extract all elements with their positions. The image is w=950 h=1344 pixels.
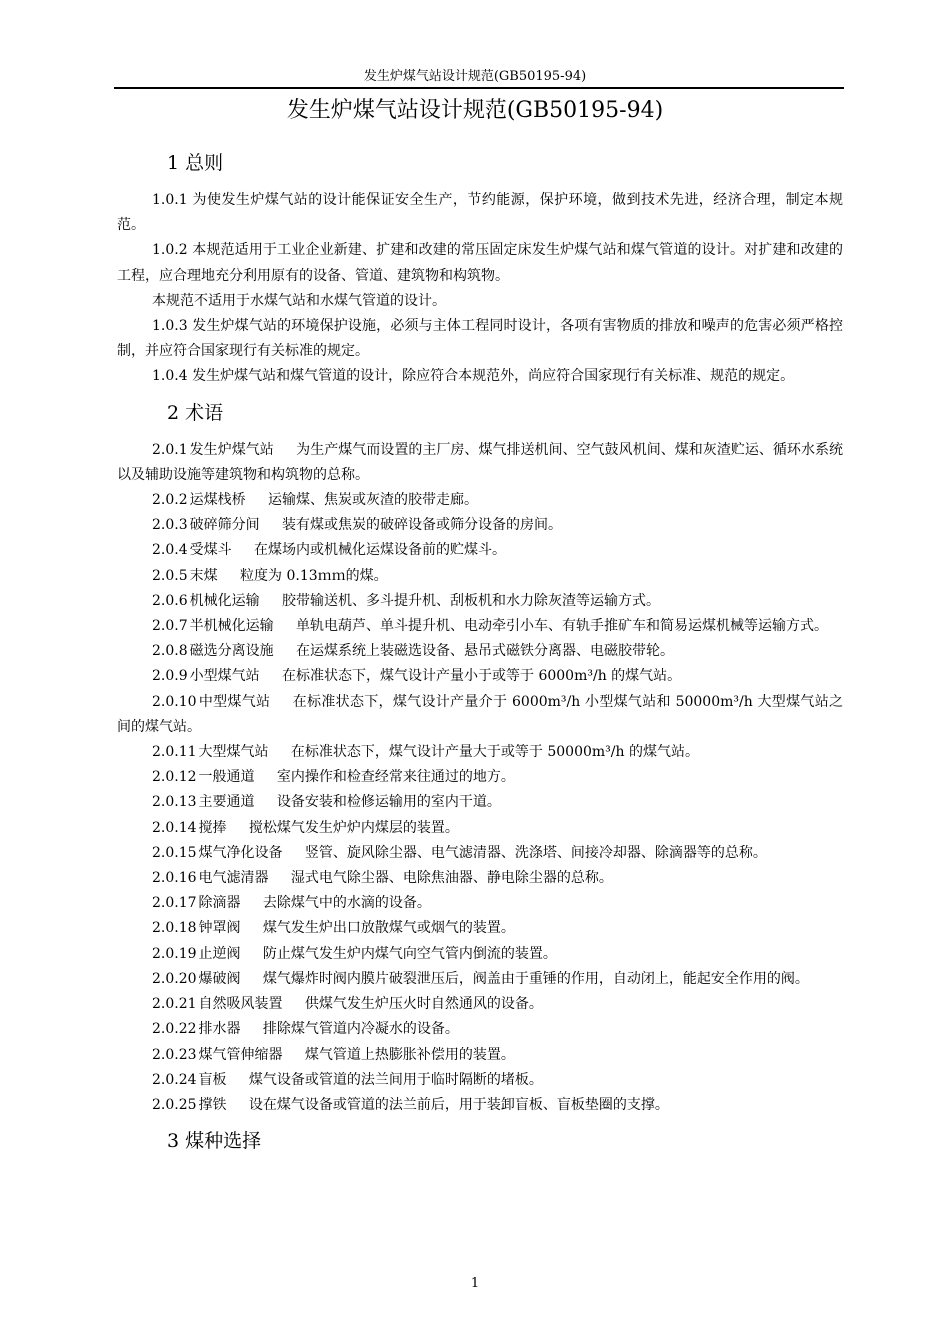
term-text: 设备安装和检修运输用的室内干道。 [276, 794, 501, 811]
term-number: 2.0.12 [152, 769, 197, 786]
term-text: 在标准状态下，煤气设计产量大于或等于 50000m³/h 的煤气站。 [290, 744, 699, 761]
term-name: 一般通道 [198, 769, 255, 786]
term-name: 受煤斗 [189, 542, 232, 559]
term-definition [117, 488, 843, 513]
term-text: 煤气爆炸时阀内膜片破裂泄压后，阀盖由于重锤的作用，自动闭上，能起安全作用的阀。 [262, 970, 809, 987]
term-definition [117, 992, 843, 1017]
page-number: 1 [470, 1276, 480, 1291]
term-name: 爆破阀 [198, 970, 241, 987]
term-text: 胶带输送机、多斗提升机、刮板机和水力除灰渣等运输方式。 [282, 592, 661, 609]
term-name: 大型煤气站 [198, 744, 269, 761]
term-name: 钟罩阀 [198, 920, 241, 937]
term-name: 小型煤气站 [189, 668, 260, 685]
term-number: 2.0.25 [152, 1096, 197, 1113]
term-number: 2.0.15 [152, 844, 197, 861]
term-number: 2.0.8 [152, 643, 188, 660]
term-name: 排水器 [198, 1021, 241, 1038]
term-definition [117, 790, 843, 815]
term-definition [117, 740, 843, 765]
term-name: 止逆阀 [198, 945, 241, 962]
term-number: 2.0.3 [152, 517, 188, 534]
term-text: 装有煤或焦炭的破碎设备或筛分设备的房间。 [282, 517, 563, 534]
term-definition [117, 942, 843, 967]
term-text: 室内操作和检查经常来往通过的地方。 [276, 769, 515, 786]
term-name: 煤气管伸缩器 [198, 1046, 283, 1063]
term-text: 煤气管道上热膨胀补偿用的装置。 [304, 1046, 515, 1063]
term-definition [117, 614, 843, 639]
term-definition [117, 589, 843, 614]
section-heading-2: 2 术语 [167, 401, 224, 424]
term-number: 2.0.19 [152, 945, 197, 962]
term-text: 运输煤、焦炭或灰渣的胶带走廊。 [268, 492, 479, 509]
term-text: 在运煤系统上装磁选设备、悬吊式磁铁分离器、电磁胶带轮。 [296, 643, 675, 660]
term-number: 2.0.10 [152, 693, 197, 710]
term-text: 防止煤气发生炉内煤气向空气管内倒流的装置。 [262, 945, 557, 962]
term-name: 机械化运输 [189, 592, 260, 609]
term-number: 2.0.9 [152, 668, 188, 685]
term-name: 自然吸风装置 [198, 996, 283, 1013]
term-name: 发生炉煤气站 [189, 441, 274, 458]
term-definition [117, 816, 843, 841]
document-title: 发生炉煤气站设计规范(GB50195-94) [286, 98, 664, 123]
term-definition [117, 513, 843, 538]
term-text: 在煤场内或机械化运煤设备前的贮煤斗。 [254, 542, 507, 559]
section-heading-3: 3 煤种选择 [167, 1130, 262, 1153]
paragraph: 1.0.1 为使发生炉煤气站的设计能保证安全生产，节约能源，保护环境，做到技术先进，经济合理，制定本规范。 [117, 192, 843, 234]
term-text: 煤气发生炉出口放散煤气或烟气的装置。 [262, 920, 515, 937]
term-definition [117, 967, 843, 992]
term-definition [117, 866, 843, 891]
term-definition [117, 841, 843, 866]
term-number: 2.0.21 [152, 996, 197, 1013]
term-text: 煤气设备或管道的法兰间用于临时隔断的堵板。 [248, 1071, 543, 1088]
term-number: 2.0.16 [152, 870, 197, 887]
paragraph: 本规范不适用于水煤气站和水煤气管道的设计。 [152, 292, 446, 309]
term-definition [117, 1043, 843, 1068]
term-definition [117, 664, 843, 689]
term-definition [117, 916, 843, 941]
term-definition [117, 1093, 843, 1118]
term-number: 2.0.22 [152, 1021, 197, 1038]
running-header: 发生炉煤气站设计规范(GB50195-94) [363, 69, 587, 84]
term-name: 半机械化运输 [189, 618, 274, 635]
term-text: 供煤气发生炉压火时自然通风的设备。 [304, 996, 543, 1013]
term-name: 运煤栈桥 [189, 492, 246, 509]
term-number: 2.0.23 [152, 1046, 197, 1063]
terms-list [117, 438, 843, 1118]
term-number: 2.0.20 [152, 970, 197, 987]
term-text: 在标准状态下，煤气设计产量小于或等于 6000m³/h 的煤气站。 [282, 668, 682, 685]
term-name: 磁选分离设施 [189, 643, 274, 660]
term-text: 排除煤气管道内冷凝水的设备。 [262, 1021, 459, 1038]
paragraph: 1.0.3 发生炉煤气站的环境保护设施，必须与主体工程同时设计，各项有害物质的排放和噪声的危害必须严格控制，并应符合国家现行有关标准的规定。 [117, 318, 843, 360]
term-text: 去除煤气中的水滴的设备。 [262, 895, 431, 912]
term-number: 2.0.11 [152, 744, 197, 761]
term-number: 2.0.13 [152, 794, 197, 811]
term-name: 煤气净化设备 [198, 844, 283, 861]
term-name: 中型煤气站 [198, 693, 271, 710]
term-definition [117, 765, 843, 790]
term-name: 破碎筛分间 [189, 517, 260, 534]
term-text: 单轨电葫芦、单斗提升机、电动牵引小车、有轨手推矿车和简易运煤机械等运输方式。 [296, 618, 829, 635]
term-number: 2.0.18 [152, 920, 197, 937]
paragraph: 1.0.4 发生炉煤气站和煤气管道的设计，除应符合本规范外，尚应符合国家现行有关标准、规范的规定。 [152, 368, 795, 385]
term-name: 盲板 [198, 1071, 227, 1088]
term-number: 2.0.1 [152, 441, 188, 458]
term-number: 2.0.14 [152, 819, 197, 836]
term-number: 2.0.5 [152, 567, 188, 584]
term-text: 竖管、旋风除尘器、电气滤清器、洗涤塔、间接冷却器、除滴器等的总称。 [304, 844, 767, 861]
term-name: 末煤 [189, 567, 218, 584]
term-name: 电气滤清器 [198, 870, 269, 887]
term-number: 2.0.24 [152, 1071, 197, 1088]
term-definition [117, 1068, 843, 1093]
section-heading-1: 1 总则 [167, 152, 224, 174]
term-definition [117, 690, 843, 740]
term-number: 2.0.4 [152, 542, 188, 559]
term-name: 搅捧 [198, 819, 227, 836]
header-rule [114, 87, 844, 89]
term-text: 粒度为 0.13ｍｍ的煤。 [240, 567, 388, 584]
term-text: 湿式电气除尘器、电除焦油器、静电除尘器的总称。 [290, 870, 613, 887]
term-number: 2.0.7 [152, 618, 188, 635]
term-text: 为生产煤气而设置的主厂房、煤气排送机间、空气鼓风机间、煤和灰渣贮运、循环水系统以及辅助设施等建筑物和构筑物的总称。 [117, 441, 844, 483]
term-number: 2.0.2 [152, 492, 188, 509]
term-text: 设在煤气设备或管道的法兰前后，用于装卸盲板、盲板垫圈的支撑。 [248, 1096, 669, 1113]
term-number: 2.0.17 [152, 895, 197, 912]
document-body [117, 140, 843, 1166]
term-name: 主要通道 [198, 794, 255, 811]
term-number: 2.0.6 [152, 592, 188, 609]
term-definition [117, 891, 843, 916]
term-name: 除滴器 [198, 895, 241, 912]
term-definition [117, 639, 843, 664]
term-text: 在标准状态下，煤气设计产量介于 6000m³/h 小型煤气站和 50000m³/h 大型煤气站之间的煤气站。 [117, 693, 843, 735]
term-text: 搅松煤气发生炉炉内煤层的装置。 [248, 819, 459, 836]
term-definition [117, 538, 843, 563]
term-name: 撑铁 [198, 1096, 227, 1113]
term-definition [117, 1017, 843, 1042]
paragraph: 1.0.2 本规范适用于工业企业新建、扩建和改建的常压固定床发生炉煤气站和煤气管道的设计。对扩建和改建的工程，应合理地充分利用原有的设备、管道、建筑物和构筑物。 [117, 242, 843, 284]
term-definition [117, 438, 843, 488]
term-definition [117, 564, 843, 589]
